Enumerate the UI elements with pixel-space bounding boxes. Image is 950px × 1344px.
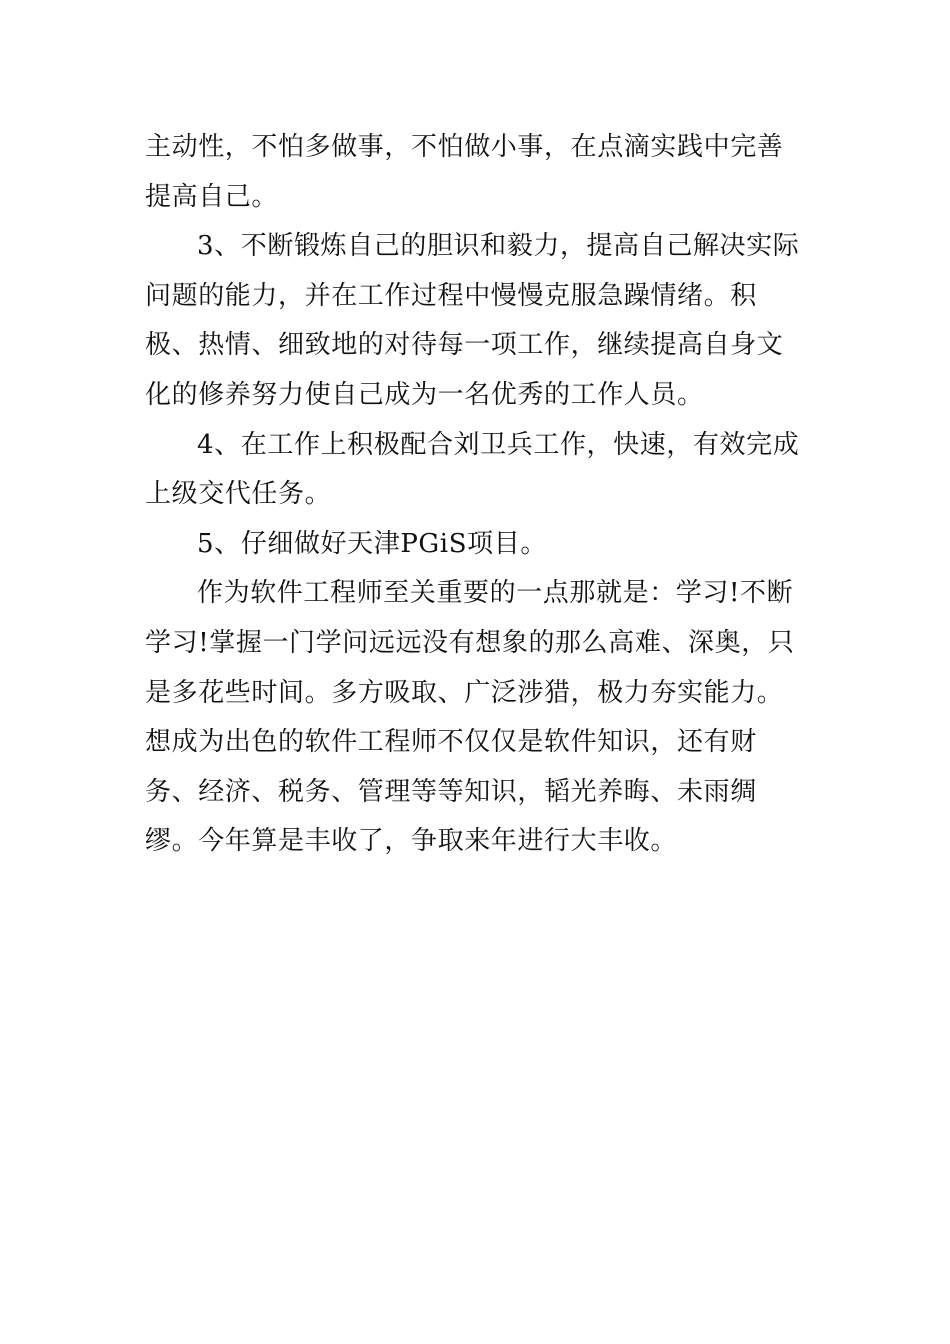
paragraph-conclusion: 作为软件工程师至关重要的一点那就是：学习!不断学习!掌握一门学问远远没有想象的那么高难、深奥，只是多花些时间。多方吸取、广泛涉猎，极力夯实能力。想成为出色的软件工程师不仅仅是软件知识，还有财务、经济、税务、管理等等知识，韬光养晦、未雨绸缪。今年算是丰收了，争取来年进行大丰收。 (145, 578, 795, 857)
paragraph-item-5: 5、仔细做好天津PGiS项目。 (197, 528, 547, 559)
paragraph-item-3: 3、不断锻炼自己的胆识和毅力，提高自己解决实际问题的能力，并在工作过程中慢慢克服急躁情绪。积极、热情、细致地的对待每一项工作，继续提高自身文化的修养努力使自己成为一名优秀的工作人员。 (145, 231, 800, 410)
paragraph-item-4: 4、在工作上积极配合刘卫兵工作，快速，有效完成上级交代任务。 (145, 429, 800, 510)
document-body (145, 123, 809, 867)
paragraph-continuation: 主动性，不怕多做事，不怕做小事，在点滴实践中完善提高自己。 (145, 132, 784, 212)
